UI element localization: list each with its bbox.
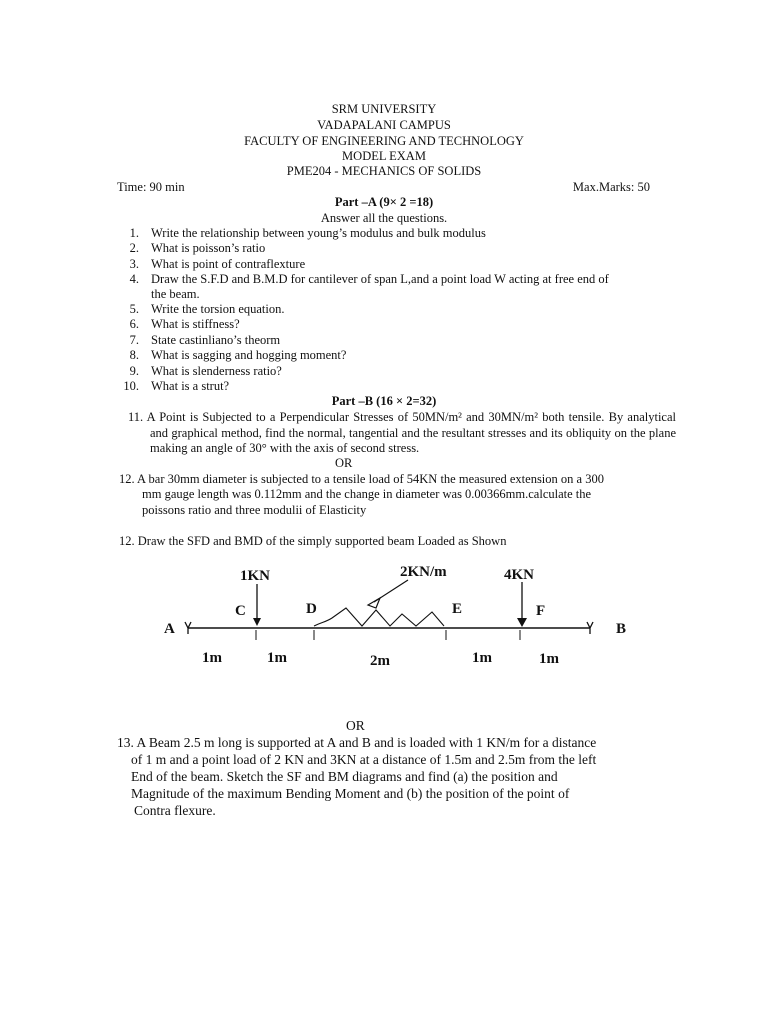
span-label: 1m — [267, 650, 287, 666]
question-text: Write the torsion equation. — [151, 302, 285, 316]
question-13-line-3: End of the beam. Sketch the SF and BM diagrams and find (a) the position and — [131, 769, 558, 784]
beam-diagram — [150, 556, 650, 674]
question-text: State castinliano’s theorm — [151, 333, 281, 347]
max-marks: Max.Marks: 50 — [572, 180, 650, 194]
load-label-2kn-per-m: 2KN/m — [400, 564, 447, 580]
question-number: 6. — [129, 317, 139, 331]
question-12a-line-1: 12. A bar 30mm diameter is subjected to a tensile load of 54KN the measured extension on a 300 — [119, 472, 604, 486]
load-label-4kn: 4KN — [504, 567, 534, 583]
question-text: What is poisson’s ratio — [151, 241, 266, 255]
question-text: What is a strut? — [151, 379, 230, 393]
question-number: 10. — [123, 379, 139, 393]
span-label: 1m — [472, 650, 492, 666]
question-13-line-2: of 1 m and a point load of 2 KN and 3KN at a distance of 1.5m and 2.5m from the left — [131, 752, 597, 767]
question-number: 8. — [129, 348, 139, 362]
campus-name: VADAPALANI CAMPUS — [317, 118, 451, 132]
course-title: PME204 - MECHANICS OF SOLIDS — [286, 164, 482, 178]
point-label-b: B — [616, 621, 627, 637]
point-label-f: F — [536, 603, 546, 619]
question-text: Write the relationship between young’s modulus and bulk modulus — [151, 226, 486, 240]
question-text-continued: the beam. — [151, 287, 200, 301]
question-13-line-4: Magnitude of the maximum Bending Moment and (b) the position of the point of — [131, 786, 570, 801]
or-separator: OR — [346, 718, 365, 733]
question-12b: 12. Draw the SFD and BMD of the simply supported beam Loaded as Shown — [119, 534, 507, 548]
question-number: 2. — [129, 241, 139, 255]
question-text: What is sagging and hogging moment? — [151, 348, 347, 362]
load-label-1kn: 1KN — [240, 568, 270, 584]
question-number: 5. — [129, 302, 139, 316]
point-label-c: C — [235, 603, 246, 619]
question-13-line-5: Contra flexure. — [134, 803, 216, 818]
point-label-d: D — [306, 601, 317, 617]
university-name: SRM UNIVERSITY — [331, 102, 437, 116]
load-arrowhead-f-icon — [517, 618, 527, 627]
faculty-name: FACULTY OF ENGINEERING AND TECHNOLOGY — [244, 134, 524, 148]
part-a-instruction: Answer all the questions. — [320, 211, 448, 225]
question-12a-line-2: mm gauge length was 0.112mm and the change in diameter was 0.00366mm.calculate the — [142, 487, 592, 501]
exam-title: MODEL EXAM — [342, 149, 426, 163]
span-label: 1m — [202, 650, 222, 666]
part-a-title: Part –A (9× 2 =18) — [334, 195, 434, 209]
question-11-text: 11. A Point is Subjected to a Perpendicular Stresses of 50MN/m² and 30MN/m² both tensile. By analytical and graphical method, find the normal, tangential and the resultant stresses and its obliquity on the plane making an angle of 30° with the axis of second stress. — [128, 410, 676, 455]
question-text: What is slenderness ratio? — [151, 364, 282, 378]
question-number: 1. — [129, 226, 139, 240]
question-number: 9. — [129, 364, 139, 378]
question-text: What is point of contraflexture — [151, 257, 306, 271]
part-b-title: Part –B (16 × 2=32) — [331, 394, 437, 408]
span-label: 1m — [539, 651, 559, 667]
question-number: 4. — [129, 272, 139, 286]
point-label-a: A — [164, 621, 175, 637]
question-number: 3. — [129, 257, 139, 271]
question-13-line-1: 13. A Beam 2.5 m long is supported at A and B and is loaded with 1 KN/m for a distance — [117, 735, 597, 750]
or-separator: OR — [335, 456, 353, 470]
question-number: 7. — [129, 333, 139, 347]
question-text: Draw the S.F.D and B.M.D for cantilever of span L,and a point load W acting at free end of — [151, 272, 609, 286]
udl-pointer-arrowhead-icon — [368, 598, 380, 608]
load-arrowhead-c-icon — [253, 618, 261, 626]
question-text: What is stiffness? — [151, 317, 240, 331]
exam-time: Time: 90 min — [117, 180, 185, 194]
question-12a-line-3: poissons ratio and three modulii of Elasticity — [142, 503, 367, 517]
question-11 — [128, 410, 676, 457]
distributed-load-icon — [314, 608, 444, 626]
point-label-e: E — [452, 601, 463, 617]
span-label: 2m — [370, 653, 390, 669]
